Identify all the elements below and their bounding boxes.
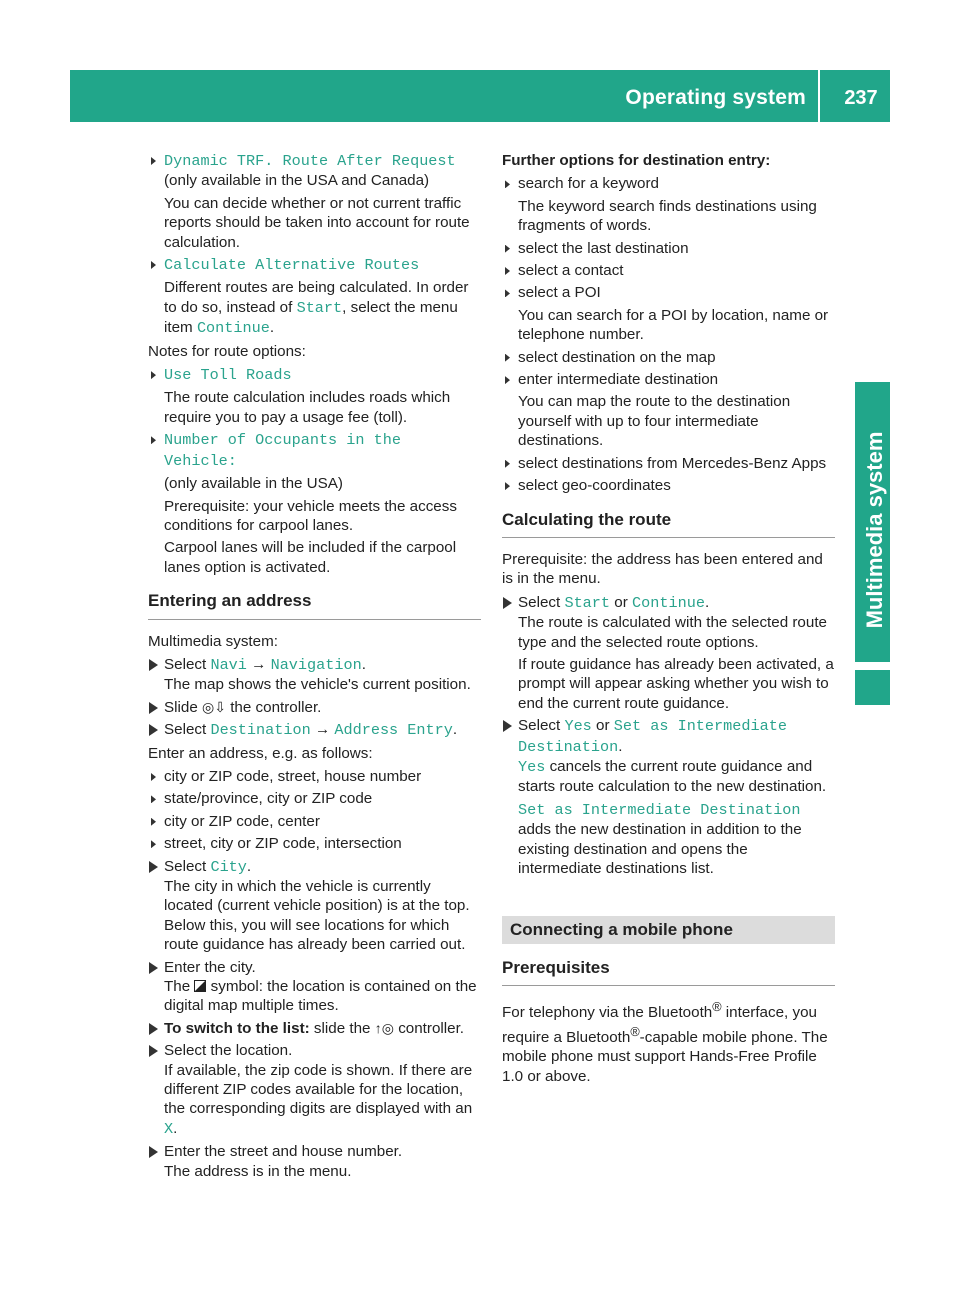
registered-mark: ® xyxy=(630,1024,640,1039)
menu-item-continue: Continue xyxy=(632,593,705,612)
menu-item-start: Start xyxy=(564,593,611,612)
step-arrow-icon xyxy=(149,702,158,714)
text: Select xyxy=(518,593,561,611)
text: Enter the street and house number. xyxy=(164,1143,403,1161)
step xyxy=(148,958,481,1016)
menu-item-toll-roads: Use Toll Roads xyxy=(164,366,292,385)
menu-item-continue: Continue xyxy=(196,319,270,338)
text: , select the menu item xyxy=(164,298,458,337)
step-arrow-icon xyxy=(149,1146,158,1158)
list-item: select a POI xyxy=(502,283,835,302)
step-arrow-icon xyxy=(149,659,158,671)
text: -capable mobile phone. The mobile phone must support Hands-Free Profile 1.0 or above. xyxy=(502,1028,828,1085)
paragraph xyxy=(502,998,835,1086)
list-item: city or ZIP code, center xyxy=(148,812,481,831)
text: . xyxy=(246,857,252,875)
header-bar xyxy=(70,70,890,122)
text: If available, the zip code is shown. If there are different ZIP codes available for the location, the corresponding digits are displayed with an xyxy=(164,1061,473,1118)
text: . xyxy=(173,1119,178,1137)
menu-item-start: Start xyxy=(296,298,343,317)
menu-item-city: City xyxy=(210,857,247,876)
step-arrow-icon xyxy=(503,597,512,609)
step xyxy=(148,720,481,740)
list-item: search for a keyword xyxy=(502,174,835,193)
step-arrow-icon xyxy=(149,1045,158,1057)
text: adds the new destination in addition to the existing destination and opens the intermediate destinations list. xyxy=(518,821,802,877)
heading-prerequisites: Prerequisites xyxy=(502,958,835,986)
list-item xyxy=(148,430,481,471)
text: the controller. xyxy=(230,698,322,716)
step xyxy=(502,593,835,652)
step xyxy=(148,1019,481,1038)
text: . xyxy=(618,737,623,755)
controller-slide-down-icon: ◎⇩ xyxy=(202,698,226,715)
paragraph: The keyword search finds destinations using fragments of words. xyxy=(518,197,817,235)
menu-item-yes: Yes xyxy=(518,757,546,776)
paragraph: Prerequisite: the address has been entered and is in the menu. xyxy=(502,550,823,588)
paragraph: You can search for a POI by location, name or telephone number. xyxy=(518,306,829,344)
text: symbol: the location is contained on the digital map multiple times. xyxy=(164,978,477,1015)
text: Different routes are being calculated. In order to do so, instead of xyxy=(164,279,469,316)
step-arrow-icon xyxy=(149,724,158,736)
paragraph: If route guidance has already been activated, a prompt will appear asking whether you wish to end the current route guidance. xyxy=(518,655,834,712)
page-number: 237 xyxy=(844,87,878,109)
list-item: city or ZIP code, street, house number xyxy=(148,767,481,786)
list-item: select geo-coordinates xyxy=(502,476,835,495)
text: Enter the city. xyxy=(164,958,256,976)
menu-item-address-entry: Address Entry xyxy=(334,721,453,740)
list-item xyxy=(148,255,481,275)
paragraph: You can decide whether or not current traffic reports should be taken into account for route calculation. xyxy=(164,194,470,251)
multiple-locations-icon xyxy=(194,978,206,990)
list-item xyxy=(148,151,481,191)
list-item: enter intermediate destination xyxy=(502,370,835,389)
step-arrow-icon xyxy=(149,962,158,974)
header-title: Operating system xyxy=(625,70,820,122)
paragraph: Enter an address, e.g. as follows: xyxy=(148,744,373,762)
text: The xyxy=(164,978,191,996)
step-arrow-icon xyxy=(149,1023,158,1035)
step xyxy=(502,716,835,797)
registered-mark: ® xyxy=(712,1000,722,1015)
list-item: select a contact xyxy=(502,261,835,280)
text: . xyxy=(704,593,710,611)
paragraph: The route calculation includes roads which require you to pay a usage fee (toll). xyxy=(164,389,451,426)
menu-item-navi: Navi xyxy=(210,655,247,674)
paragraph xyxy=(502,800,835,879)
menu-item-destination: Destination xyxy=(210,721,311,740)
text: Select xyxy=(164,857,207,875)
side-tab-label: Multimedia system xyxy=(862,431,887,629)
notes-label: Notes for route options: xyxy=(148,342,306,360)
text: interface, you require a Bluetooth xyxy=(502,1004,817,1046)
text: Select the location. xyxy=(164,1042,293,1060)
controller-slide-up-icon: ↑◎ xyxy=(374,1019,394,1036)
arrow-icon: → xyxy=(314,721,331,739)
text: or xyxy=(614,593,628,611)
paragraph: (only available in the USA) xyxy=(164,475,343,493)
text: controller. xyxy=(398,1019,465,1037)
text: . xyxy=(361,655,366,673)
text: . xyxy=(269,319,275,337)
step xyxy=(148,655,481,695)
list-item xyxy=(148,365,481,385)
menu-item-set-intermediate: Set as Intermediate Destination xyxy=(518,717,787,756)
paragraph: Multimedia system: xyxy=(148,632,278,650)
paragraph xyxy=(148,278,481,338)
text: The city in which the vehicle is currently located (current vehicle position) is at the top. Below this, you will see locations for which route guidance has already been carried out. xyxy=(164,878,470,954)
step xyxy=(148,1041,481,1139)
step-arrow-icon xyxy=(149,861,158,873)
list-item: select the last destination xyxy=(502,239,835,258)
note: (only available in the USA and Canada) xyxy=(164,172,430,190)
heading-entering-address: Entering an address xyxy=(148,591,481,619)
text: Slide xyxy=(164,698,198,716)
right-column xyxy=(502,151,835,1090)
text: slide the xyxy=(313,1019,371,1037)
menu-item-x: X xyxy=(164,1119,174,1138)
paragraph: You can map the route to the destination yourself with up to four intermediate destinations. xyxy=(518,393,791,450)
text: cancels the current route guidance and starts route calculation to the new destination. xyxy=(518,757,827,796)
text: For telephony via the Bluetooth xyxy=(502,1004,713,1022)
menu-item-yes: Yes xyxy=(564,717,592,736)
step-arrow-icon xyxy=(503,720,512,732)
text: Select xyxy=(164,655,207,673)
arrow-icon: → xyxy=(251,655,267,673)
list-item: street, city or ZIP code, intersection xyxy=(148,834,481,853)
step xyxy=(148,698,481,717)
text: To switch to the list: xyxy=(164,1019,310,1037)
menu-item-calc-alt-routes: Calculate Alternative Routes xyxy=(164,256,420,275)
heading-further-options: Further options for destination entry: xyxy=(502,152,771,169)
left-column xyxy=(148,151,481,1184)
text: The route is calculated with the selected route type and the selected route options. xyxy=(518,614,827,651)
step xyxy=(148,1142,481,1181)
menu-item-set-intermediate: Set as Intermediate Destination xyxy=(518,800,801,819)
text: or xyxy=(596,717,610,735)
text: The map shows the vehicle's current position. xyxy=(164,676,471,694)
text: Select xyxy=(518,717,561,735)
list-item: select destination on the map xyxy=(502,348,835,367)
side-tab-marker xyxy=(855,670,890,705)
menu-item-occupants: Number of Occupants in the Vehicle: xyxy=(164,431,401,470)
menu-item-dynamic-trf: Dynamic TRF. Route After Request xyxy=(164,152,456,170)
step xyxy=(148,857,481,955)
list-item: select destinations from Mercedes-Benz Apps xyxy=(502,454,835,473)
section-title-mobile-phone: Connecting a mobile phone xyxy=(502,916,835,943)
text: . xyxy=(452,721,458,739)
heading-calculating-route: Calculating the route xyxy=(502,510,835,538)
text: The address is in the menu. xyxy=(164,1162,352,1180)
paragraph: Prerequisite: your vehicle meets the access conditions for carpool lanes. xyxy=(164,497,457,534)
list-item: state/province, city or ZIP code xyxy=(148,789,481,808)
text: Select xyxy=(164,721,207,739)
menu-item-navigation: Navigation xyxy=(270,655,362,674)
paragraph: Carpool lanes will be included if the carpool lanes option is activated. xyxy=(164,539,457,576)
